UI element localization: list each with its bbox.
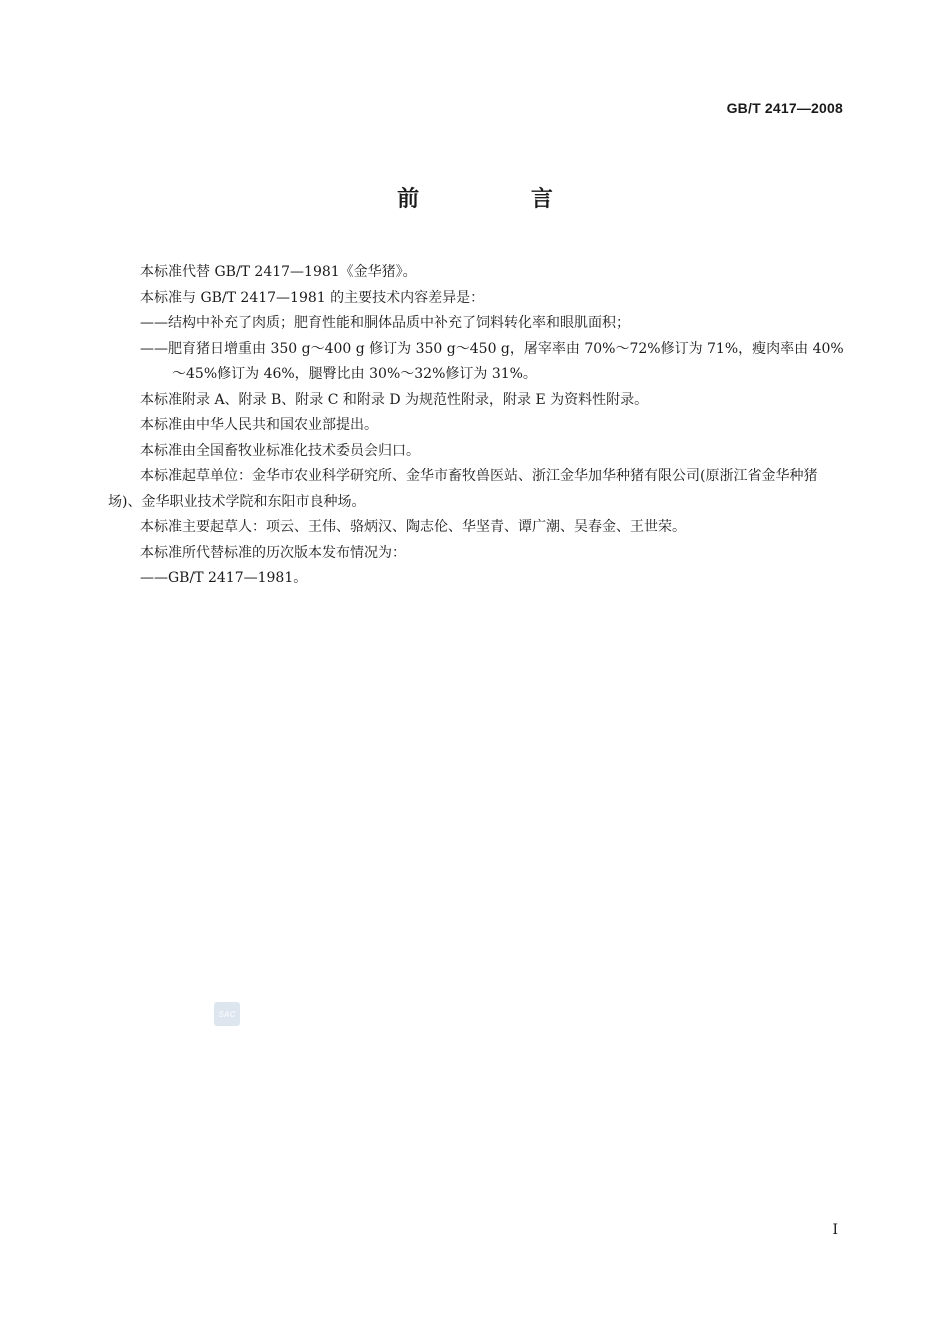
paragraph-version-history: 本标准所代替标准的历次版本发布情况为： [140, 544, 406, 561]
paragraph-drafters: 本标准主要起草人：项云、王伟、骆炳汉、陶志伦、华坚青、谭广潮、吴春金、王世荣。 [140, 519, 686, 535]
sac-watermark-logo [214, 1002, 240, 1026]
page-title: 前 言 [397, 187, 605, 212]
paragraph-differences-intro: 本标准与 GB/T 2417—1981 的主要技术内容差异是： [140, 289, 485, 306]
paragraph-drafting-units: 本标准起草单位：金华市农业科学研究所、金华市畜牧兽医站、浙江金华加华种猪有限公司(原浙江省金华种猪场)、金华职业技术学院和东阳市良种场。 [108, 468, 818, 510]
dash-item-fattening: ——肥育猪日增重由 350 g～400 g 修订为 350 g～450 g，屠宰率由 70%～72%修订为 71%，瘦肉率由 40%～45%修订为 46%，腿臀比由 30%～32%修订为 31%。 [140, 340, 844, 382]
page-number: I [832, 1222, 838, 1238]
paragraph-appendices: 本标准附录 A、附录 B、附录 C 和附录 D 为规范性附录，附录 E 为资料性附录。 [140, 391, 649, 408]
dash-item-structure: ——结构中补充了肉质；肥育性能和胴体品质中补充了饲料转化率和眼肌面积； [140, 315, 630, 331]
paragraph-centralized-by: 本标准由全国畜牧业标准化技术委员会归口。 [140, 442, 420, 459]
document-body [108, 260, 846, 592]
standard-code: GB/T 2417—2008 [726, 100, 843, 116]
paragraph-proposed-by: 本标准由中华人民共和国农业部提出。 [140, 417, 378, 433]
paragraph-replaces: 本标准代替 GB/T 2417—1981《金华猪》。 [140, 264, 417, 280]
sac-logo-text: SAC [218, 1009, 236, 1019]
dash-item-previous-version: ——GB/T 2417—1981。 [140, 570, 308, 586]
